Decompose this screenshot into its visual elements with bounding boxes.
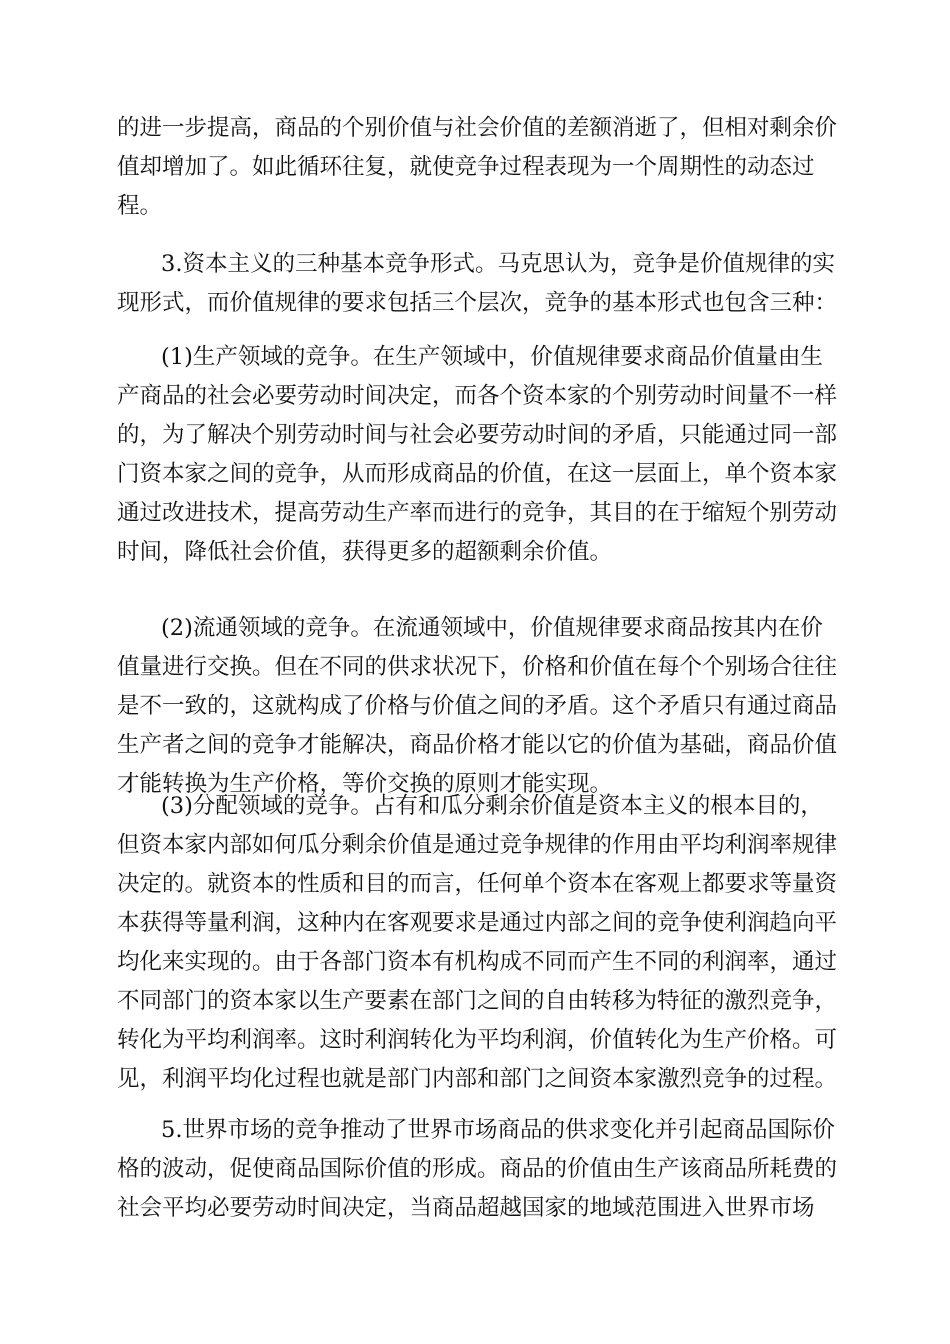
text-line: 社会平均必要劳动时间决定，当商品超越国家的地域范围进入世界市场 [117, 1195, 815, 1221]
paragraph-world-market [117, 1111, 838, 1228]
paragraph-production-competition [117, 338, 838, 572]
text-line: 5.世界市场的竞争推动了世界市场商品的供求变化并引起商品国际价 [161, 1117, 835, 1143]
text-line: 门资本家之间的竞争，从而形成商品的价值，在这一层面上，单个资本家 [117, 461, 838, 487]
text-line: 但资本家内部如何瓜分剩余价值是通过竞争规律的作用由平均利润率规律 [117, 832, 838, 858]
text-line: 产商品的社会必要劳动时间决定，而各个资本家的个别劳动时间量不一样 [117, 383, 838, 409]
text-line: 是不一致的，这就构成了价格与价值之间的矛盾。这个矛盾只有通过商品 [117, 693, 838, 719]
text-line: 的，为了解决个别劳动时间与社会必要劳动时间的矛盾，只能通过同一部 [117, 422, 838, 448]
text-line: 程。 [117, 193, 163, 219]
text-line: 格的波动，促使商品国际价值的形成。商品的价值由生产该商品所耗费的 [117, 1156, 838, 1182]
text-line: (1)生产领域的竞争。在生产领域中，价值规律要求商品价值量由生 [161, 344, 823, 370]
text-line: 生产者之间的竞争才能解决，商品价格才能以它的价值为基础，商品价值 [117, 732, 838, 758]
text-line: 转化为平均利润率。这时利润转化为平均利润，价值转化为生产价格。可 [117, 1027, 838, 1053]
text-line: 时间，降低社会价值，获得更多的超额剩余价值。 [117, 539, 613, 565]
text-line: 不同部门的资本家以生产要素在部门之间的自由转移为特征的激烈竞争， [117, 988, 838, 1014]
text-line: 的进一步提高，商品的个别价值与社会价值的差额消逝了，但相对剩余价 [117, 115, 838, 141]
text-line: 通过改进技术，提高劳动生产率而进行的竞争，其目的在于缩短个别劳动 [117, 500, 838, 526]
text-line: 均化来实现的。由于各部门资本有机构成不同而产生不同的利润率，通过 [117, 949, 838, 975]
text-line: 值却增加了。如此循环往复，就使竞争过程表现为一个周期性的动态过 [117, 154, 815, 180]
text-line: (2)流通领域的竞争。在流通领域中，价值规律要求商品按其内在价 [161, 615, 823, 641]
text-line: (3)分配领域的竞争。占有和瓜分剩余价值是资本主义的根本目的， [161, 793, 823, 819]
paragraph-circulation-competition [117, 609, 838, 804]
paragraph-distribution-competition [117, 787, 838, 1099]
text-line: 才能转换为生产价格，等价交换的原则才能实现。 [117, 771, 613, 797]
paragraph-competition-forms [117, 245, 838, 323]
text-line: 值量进行交换。但在不同的供求状况下，价格和价值在每个个别场合往往 [117, 654, 838, 680]
text-line: 见，利润平均化过程也就是部门内部和部门之间资本家激烈竞争的过程。 [117, 1066, 838, 1092]
text-line: 决定的。就资本的性质和目的而言，任何单个资本在客观上都要求等量资 [117, 871, 838, 897]
text-line: 现形式，而价值规律的要求包括三个层次，竞争的基本形式也包含三种： [117, 290, 838, 316]
paragraph-continuation [117, 109, 838, 226]
text-line: 3.资本主义的三种基本竞争形式。马克思认为，竞争是价值规律的实 [161, 251, 835, 277]
text-line: 本获得等量利润，这种内在客观要求是通过内部之间的竞争使利润趋向平 [117, 910, 838, 936]
